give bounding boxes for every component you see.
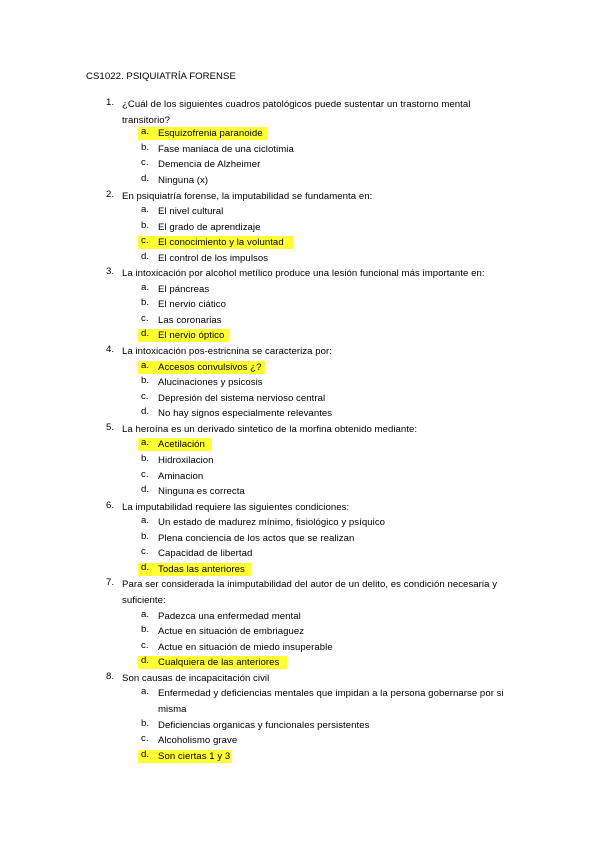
question-number: 8. [106, 671, 115, 682]
option-text: No hay signos especialmente relevantes [158, 408, 333, 419]
option-letter: b. [141, 375, 150, 386]
option-text: El grado de aprendizaje [158, 222, 261, 233]
option-text: Accesos convulsivos ¿? [158, 362, 262, 373]
option-letter: c. [141, 157, 149, 168]
option-text: Todas las anteriores [158, 564, 245, 575]
option-text: Esquizofrenia paranoide [158, 128, 263, 139]
option-text: Ninguna es correcta [158, 486, 245, 497]
option-letter: c. [141, 235, 149, 246]
option-letter: b. [141, 142, 150, 153]
question-number: 3. [106, 266, 115, 277]
option-letter: c. [141, 546, 149, 557]
option-text: Deficiencias organicas y funcionales persistentes [158, 720, 370, 731]
option-text: El nervio óptico [158, 330, 225, 341]
option-letter: d. [141, 484, 150, 495]
option-letter: a. [141, 686, 150, 697]
option-letter: d. [141, 173, 150, 184]
option-text: Depresión del sistema nervioso central [158, 393, 326, 404]
option-text: Son ciertas 1 y 3 [158, 751, 231, 762]
option-text: Hidroxilacion [158, 455, 214, 466]
option-text: Actue en situación de embriaguez [158, 626, 305, 637]
option-letter: b. [141, 624, 150, 635]
option-letter: a. [141, 609, 150, 620]
option-letter: b. [141, 453, 150, 464]
option-text: Un estado de madurez mínimo, fisiológico y psíquico [158, 517, 386, 528]
question-text: La heroína es un derivado sintetico de la morfina obtenido mediante: [122, 424, 418, 435]
option-letter: d. [141, 749, 150, 760]
option-letter: c. [141, 640, 149, 651]
option-letter: d. [141, 406, 150, 417]
question-number: 7. [106, 577, 115, 588]
option-text: Acetilación [158, 439, 205, 450]
option-text: Actue en situación de miedo insuperable [158, 642, 333, 653]
option-letter: d. [141, 251, 150, 262]
option-text: Plena conciencia de los actos que se realizan [158, 533, 355, 544]
option-letter: c. [141, 391, 149, 402]
option-letter: a. [141, 204, 150, 215]
option-text: Capacidad de libertad [158, 548, 253, 559]
option-text: El nivel cultural [158, 206, 224, 217]
option-letter: a. [141, 437, 150, 448]
option-text: Cualquiera de las anteriores [158, 657, 280, 668]
option-text: Ninguna (x) [158, 175, 209, 186]
question-text: La intoxicación por alcohol metílico produce una lesión funcional más importante en: [122, 268, 485, 279]
question-text: ¿Cuál de los siguientes cuadros patológicos puede sustentar un trastorno mental transitorio? [122, 99, 471, 126]
option-text: Alcoholismo grave [158, 735, 238, 746]
option-text: Aminacion [158, 471, 204, 482]
option-letter: b. [141, 297, 150, 308]
option-text: El páncreas [158, 284, 210, 295]
question-number: 1. [106, 97, 115, 108]
option-text: Alucinaciones y psicosis [158, 377, 263, 388]
option-text: Fase maniaca de una ciclotimia [158, 144, 294, 155]
option-letter: a. [141, 515, 150, 526]
option-letter: c. [141, 469, 149, 480]
document-title: CS1022. PSIQUIATRÍA FORENSE [86, 71, 236, 82]
option-letter: b. [141, 531, 150, 542]
option-letter: b. [141, 718, 150, 729]
option-text: Enfermedad y deficiencias mentales que impidan a la persona gobernarse por si misma [158, 688, 504, 715]
question-text: La imputabilidad requiere las siguientes condiciones: [122, 502, 350, 513]
option-text: Demencia de Alzheimer [158, 159, 261, 170]
option-letter: d. [141, 328, 150, 339]
question-number: 6. [106, 500, 115, 511]
question-number: 5. [106, 422, 115, 433]
option-letter: a. [141, 360, 150, 371]
option-text: Las coronarias [158, 315, 222, 326]
option-letter: c. [141, 313, 149, 324]
option-letter: d. [141, 655, 150, 666]
option-letter: d. [141, 562, 150, 573]
question-number: 4. [106, 344, 115, 355]
question-text: Son causas de incapacitación civil [122, 673, 270, 684]
question-text: La intoxicación pos-estricnina se caracteriza por: [122, 346, 332, 357]
option-text: Padezca una enfermedad mental [158, 611, 301, 622]
option-letter: b. [141, 220, 150, 231]
option-letter: c. [141, 733, 149, 744]
option-text: El nervio ciático [158, 299, 227, 310]
option-letter: a. [141, 126, 150, 137]
option-text: El control de los impulsos [158, 253, 269, 264]
question-text: En psiquiatría forense, la imputabilidad se fundamenta en: [122, 191, 373, 202]
option-letter: a. [141, 282, 150, 293]
question-number: 2. [106, 189, 115, 200]
question-text: Para ser considerada la inimputabilidad del autor de un delito, es condición necesaria y suficiente: [122, 579, 498, 606]
option-text: El conocimiento y la voluntad [158, 237, 284, 248]
